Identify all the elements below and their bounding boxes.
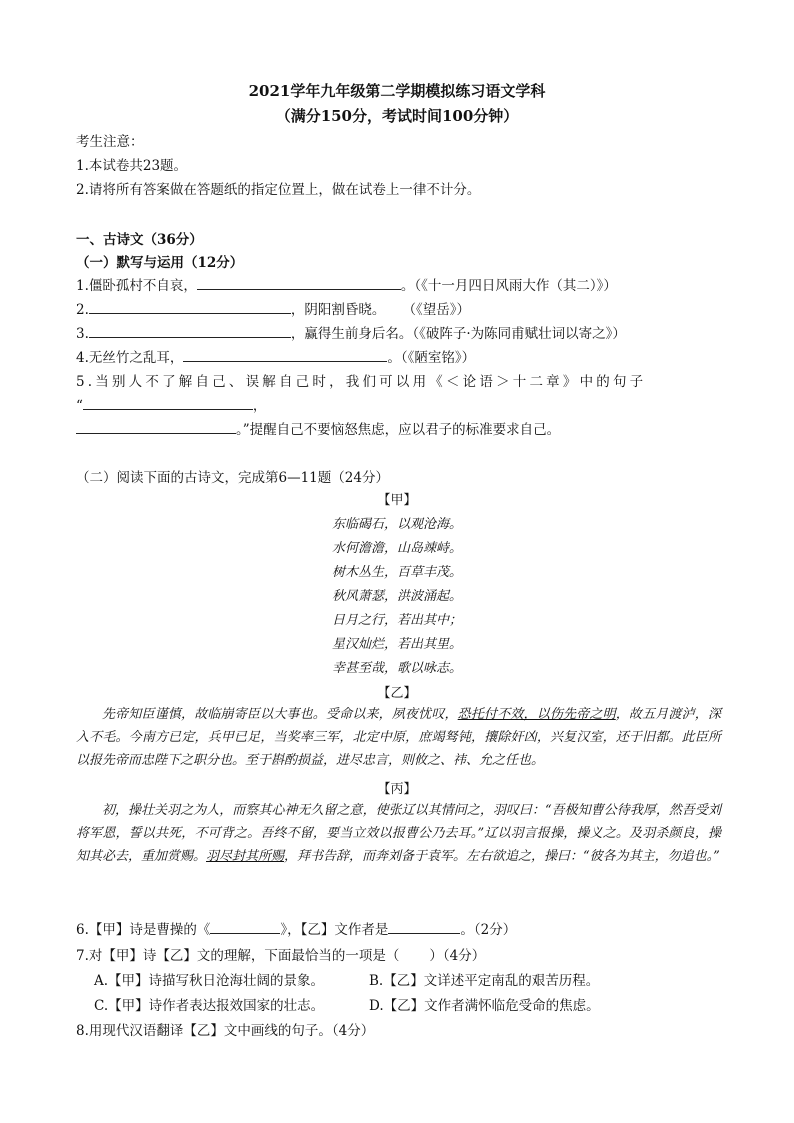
poem-line: 水何澹澹，山岛竦峙。 <box>331 541 462 556</box>
question-3 <box>76 322 626 342</box>
question-4 <box>76 346 475 366</box>
yi-underlined-sentence: 恐托付不效，以伤先帝之明 <box>457 707 616 722</box>
q3-prefix: 3. <box>76 326 89 342</box>
question-5-line-3 <box>76 418 560 438</box>
question-5-line-2 <box>76 394 266 414</box>
section-heading-classical: 一、古诗文（36分） <box>76 232 203 248</box>
q4-suffix: 。（《陋室铭》） <box>387 350 476 366</box>
question-8-stem: 8.用现代汉语翻译【乙】文中画线的句子。（4分） <box>76 1023 375 1039</box>
notice-item-2: 2.请将所有答案做在答题纸的指定位置上，做在试卷上一律不计分。 <box>76 182 481 198</box>
yi-text-before: 先帝知臣谨慎，故临崩寄臣以大事也。受命以来，夙夜忧叹， <box>102 707 458 722</box>
q2-suffix: ，阴阳割昏晓。 （《望岳》） <box>290 302 471 318</box>
poem-line: 树木丛生，百草丰茂。 <box>331 565 462 580</box>
q6-answer-blank-2[interactable] <box>388 919 460 934</box>
question-5-line-1: 5.当别人不了解自己、误解自己时，我们可以用《＜论语＞十二章》中的句子 <box>76 374 647 390</box>
q5-open-quote: “ <box>76 398 83 414</box>
poem-line: 幸甚至哉，歌以咏志。 <box>331 661 462 676</box>
poem-line: 日月之行，若出其中； <box>331 613 462 628</box>
passage-yi <box>76 703 721 772</box>
bing-underlined-sentence: 羽尽封其所赐 <box>206 849 285 864</box>
passage-bing <box>76 799 721 868</box>
label-jia: 【甲】 <box>377 493 417 508</box>
q6-part-b: 》，【乙】文作者是 <box>280 922 389 938</box>
yi-text-after: ，故五月渡泸，深入不毛。今南方已定，兵甲已足，当奖率三军，北定中原，庶竭驽钝，攘除奸凶，兴复汉室，还于旧都。此臣所以报先帝而忠陛下之职分也。至于斟酌损益，进尽忠言，则攸之、祎、允之任也。 <box>76 707 721 768</box>
bing-text-after: ，拜书告辞，而奔刘备于袁军。左右欲追之，操曰：“彼各为其主，勿追也。” <box>284 849 720 864</box>
bing-text-before: 初，操壮关羽之为人，而察其心神无久留之意，使张辽以其情问之，羽叹曰：“吾极知曹公待我厚，然吾受刘将军恩，誓以共死，不可背之。吾终不留，要当立效以报曹公乃去耳。”辽以羽言报操，操义之。及羽杀颜良，操知其必去，重加赏赐。 <box>76 803 721 864</box>
q4-prefix: 4.无丝竹之乱耳， <box>76 350 184 366</box>
q5-answer-blank-1[interactable] <box>83 395 253 410</box>
q6-answer-blank-1[interactable] <box>210 919 280 934</box>
poem-line: 东临碣石，以观沧海。 <box>331 517 462 532</box>
part2-heading: （二）阅读下面的古诗文，完成第6—11题（24分） <box>76 470 389 486</box>
q7-option-b[interactable]: B.【乙】文详述平定南乱的艰苦历程。 <box>369 973 600 989</box>
poem-line: 星汉灿烂，若出其里。 <box>331 637 462 652</box>
q5-answer-blank-2[interactable] <box>76 419 236 434</box>
q4-answer-blank[interactable] <box>183 347 387 362</box>
q5-suffix: 。”提醒自己不要恼怒焦虑，应以君子的标准要求自己。 <box>236 422 561 438</box>
q1-prefix: 1.僵卧孤村不自哀， <box>76 278 197 294</box>
question-7-stem: 7.对【甲】诗【乙】文的理解，下面最恰当的一项是（ ）（4分） <box>76 948 486 964</box>
notice-heading: 考生注意： <box>76 134 144 150</box>
label-bing: 【丙】 <box>377 782 417 797</box>
exam-title: 2021学年九年级第二学期模拟练习语文学科 <box>248 82 546 100</box>
notice-item-1: 1.本试卷共23题。 <box>76 158 188 174</box>
q2-answer-blank[interactable] <box>89 299 291 314</box>
q1-answer-blank[interactable] <box>197 275 401 290</box>
q1-suffix: 。（《十一月四日风雨大作（其二）》） <box>400 278 617 294</box>
q2-prefix: 2. <box>76 302 89 318</box>
question-1 <box>76 274 617 294</box>
q7-option-a[interactable]: A.【甲】诗描写秋日沧海壮阔的景象。 <box>94 973 325 989</box>
part1-heading: （一）默写与运用（12分） <box>76 255 244 271</box>
q6-part-a: 6.【甲】诗是曹操的《 <box>76 922 211 938</box>
exam-subtitle: （满分150分，考试时间100分钟） <box>275 107 519 125</box>
q5-comma: ， <box>252 398 267 414</box>
question-2 <box>76 298 470 318</box>
q3-answer-blank[interactable] <box>89 323 291 338</box>
q7-option-d[interactable]: D.【乙】文作者满怀临危受命的焦虑。 <box>369 998 600 1014</box>
label-yi: 【乙】 <box>377 686 417 701</box>
poem-line: 秋风萧瑟，洪波涌起。 <box>331 589 462 604</box>
question-6 <box>76 918 516 938</box>
q6-part-c: 。（2分） <box>460 922 517 938</box>
q7-option-c[interactable]: C.【甲】诗作者表达报效国家的壮志。 <box>94 998 325 1014</box>
q3-suffix: ，赢得生前身后名。（《破阵子·为陈同甫赋壮词以寄之》） <box>290 326 626 342</box>
